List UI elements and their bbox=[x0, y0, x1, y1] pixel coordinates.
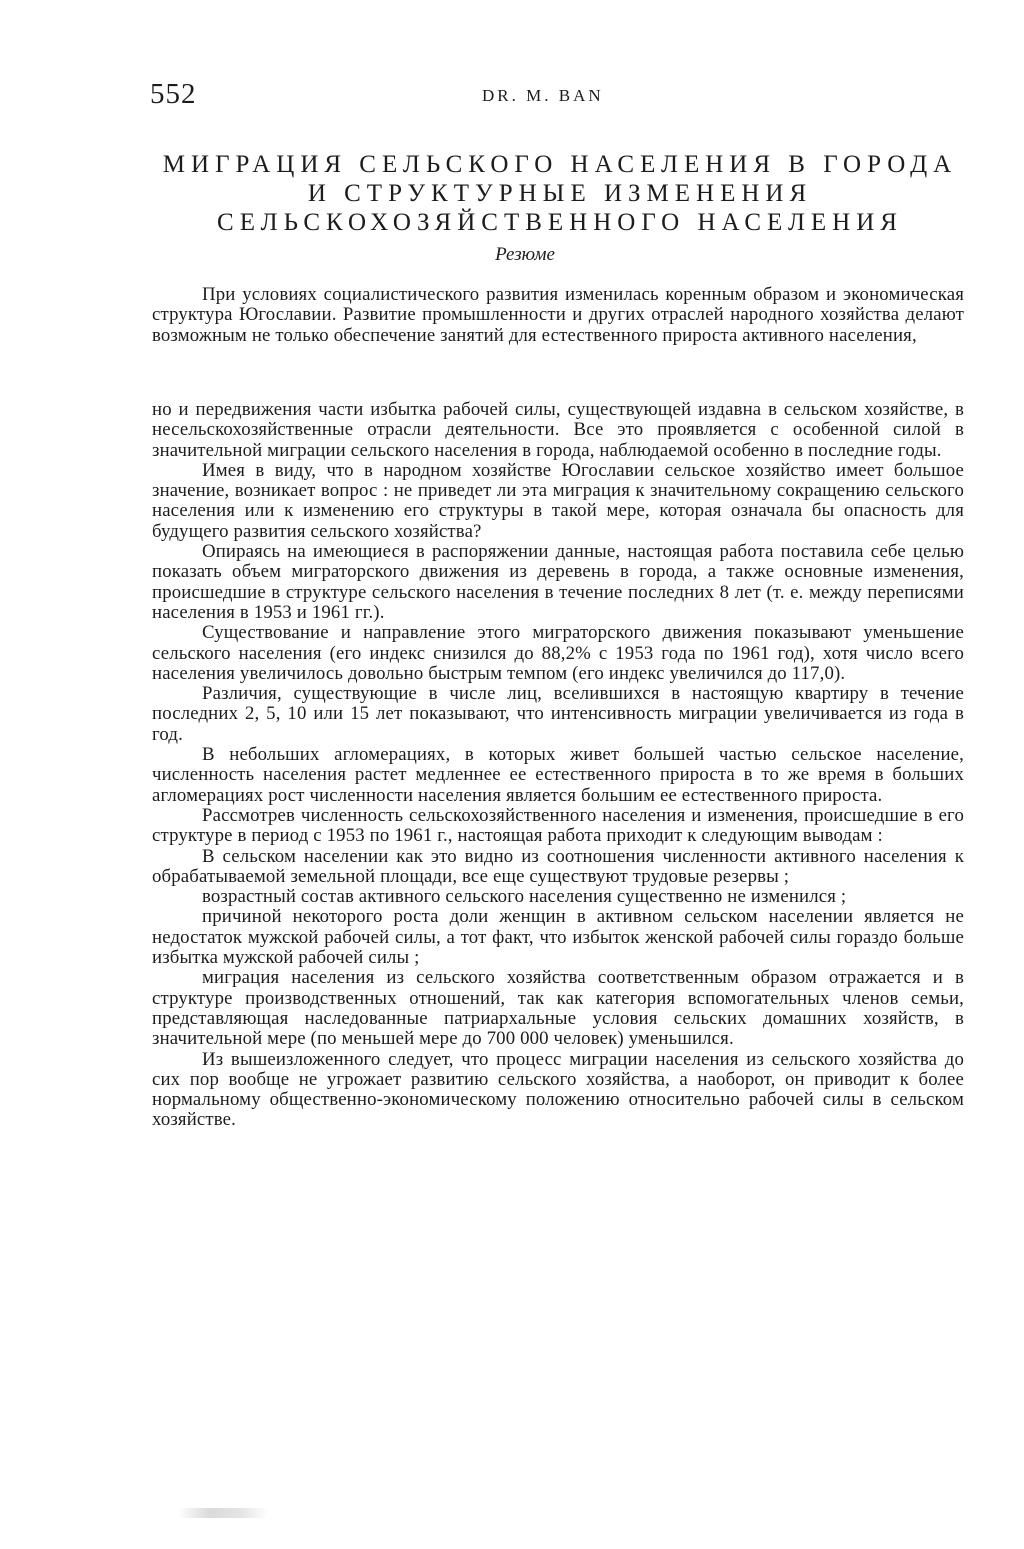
paragraph: но и передвижения части избытка рабочей силы, существующей издавна в сельском хозяйстве, в несельскохозяйственные отрасли деятельности. Все это проявляется с особенной силой в значительной миграции сельского населения в города, наблюдаемой особенно в последние годы. bbox=[152, 399, 964, 461]
title-line-1: МИГРАЦИЯ СЕЛЬСКОГО НАСЕЛЕНИЯ В ГОРОДА bbox=[162, 151, 958, 178]
article-title bbox=[140, 150, 980, 237]
paragraph: причиной некоторого роста доли женщин в активном сельском населении является не недостаток мужской рабочей силы, а тот факт, что избыток женской рабочей силы гораздо больше избытка мужской рабочей силы ; bbox=[152, 906, 964, 969]
summary-block-first bbox=[152, 285, 964, 346]
paragraph: Существование и направление этого миграторского движения показывают уменьшение сельского населения (его индекс снизился до 88,2% с 1953 года по 1961 год), хотя число всего населения увеличилось довольно быстрым темпом (его индекс увеличился до 117,0). bbox=[152, 622, 964, 684]
scan-smudge bbox=[178, 1508, 268, 1518]
title-line-3: СЕЛЬСКОХОЗЯЙСТВЕННОГО НАСЕЛЕНИЯ bbox=[217, 209, 903, 236]
page-number: 552 bbox=[150, 78, 197, 110]
paragraph: В сельском населении как это видно из соотношения численности активного населения к обрабатываемой земельной площади, все еще существуют трудовые резервы ; bbox=[152, 845, 964, 887]
paragraph: Различия, существующие в числе лиц, вселившихся в настоящую квартиру в течение последних 2, 5, 10 или 15 лет показывают, что интенсивность миграции увеличивается из года в год. bbox=[152, 683, 964, 745]
paragraph: Из вышеизложенного следует, что процесс миграции населения из сельского хозяйства до сих пор вообще не угрожает развитию сельского хозяйства, а наоборот, он приводит к более нормальному общественно-экономическому положению относительно рабочей силы в сельском хозяйстве. bbox=[152, 1048, 964, 1131]
title-line-2: И СТРУКТУРНЫЕ ИЗМЕНЕНИЯ bbox=[307, 180, 813, 207]
paragraph: В небольших агломерациях, в которых живет большей частью сельское население, численность населения растет медленнее ее естественного прироста в то же время в больших агломерациях рост численности населения является большим ее естественного прироста. bbox=[152, 744, 964, 806]
running-head: DR. M. BAN bbox=[482, 86, 604, 105]
section-subtitle: Резюме bbox=[495, 244, 555, 265]
summary-block-second bbox=[152, 400, 964, 1131]
paragraph: возрастный состав активного сельского населения существенно не изменился ; bbox=[202, 886, 847, 908]
paragraph: При условиях социалистического развития изменилась коренным образом и экономическая структура Югославии. Развитие промышленности и других отраслей народного хозяйства делают возможным не только обеспечение занятий для естественного прироста активного населения, bbox=[152, 284, 964, 346]
paragraph: Рассмотрев численность сельскохозяйственного населения и изменения, происшедшие в его структуре в период с 1953 по 1961 г., настоящая работа приходит к следующим выводам : bbox=[152, 804, 964, 847]
paragraph: Опираясь на имеющиеся в распоряжении данные, настоящая работа поставила себе целью показать объем миграторского движения из деревень в города, а также основные изменения, происшедшие в структуре сельского населения в течение последних 8 лет (т. е. между переписями населения в 1953 и 1961 гг.). bbox=[152, 541, 964, 623]
paragraph: Имея в виду, что в народном хозяйстве Югославии сельское хозяйство имеет большое значение, возникает вопрос : не приведет ли эта миграция к значительному сокращению сельского населения или к изменению его структуры в такой мере, которая означала бы опасность для будущего развития сельского хозяйства? bbox=[152, 459, 964, 542]
paragraph: миграция населения из сельского хозяйства соответственным образом отражается и в структуре производственных отношений, так как категория вспомогательных членов семьи, представляющая наследованные патриархальные условия сельских домашних хозяйств, в значительной мере (по меньшей мере до 700 000 человек) уменьшился. bbox=[152, 967, 964, 1050]
